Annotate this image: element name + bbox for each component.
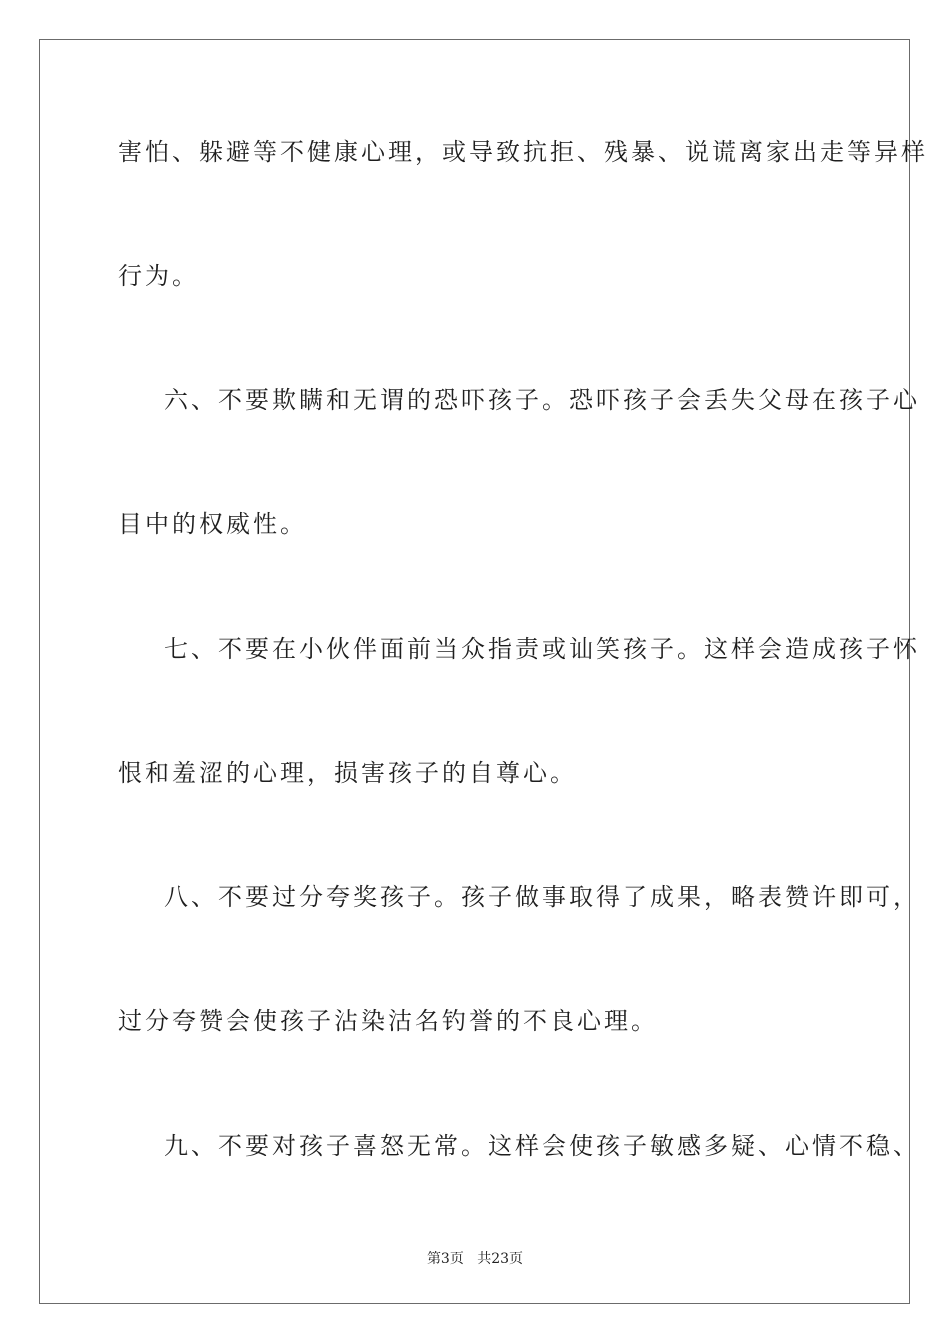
total-pages: 共23页 xyxy=(477,1251,524,1267)
page-number: 第3页 xyxy=(426,1251,464,1267)
text-line: 害怕、躲避等不健康心理，或导致抗拒、残暴、说谎离家出走等异样 xyxy=(118,138,928,166)
paragraph-7-start: 七、不要在小伙伴面前当众指责或讪笑孩子。这样会造成孩子怀 xyxy=(164,635,920,663)
page-footer xyxy=(0,1248,950,1268)
paragraph-9-start: 九、不要对孩子喜怒无常。这样会使孩子敏感多疑、心情不稳、 xyxy=(164,1132,920,1160)
page-border xyxy=(39,39,910,1304)
text-line: 恨和羞涩的心理，损害孩子的自尊心。 xyxy=(118,759,577,787)
text-line: 过分夸赞会使孩子沾染沽名钓誉的不良心理。 xyxy=(118,1007,658,1035)
paragraph-6-start: 六、不要欺瞒和无谓的恐吓孩子。恐吓孩子会丢失父母在孩子心 xyxy=(164,386,920,414)
paragraph-8-start: 八、不要过分夸奖孩子。孩子做事取得了成果，略表赞许即可， xyxy=(164,883,920,911)
text-line: 行为。 xyxy=(118,262,199,290)
text-line: 目中的权威性。 xyxy=(118,510,307,538)
